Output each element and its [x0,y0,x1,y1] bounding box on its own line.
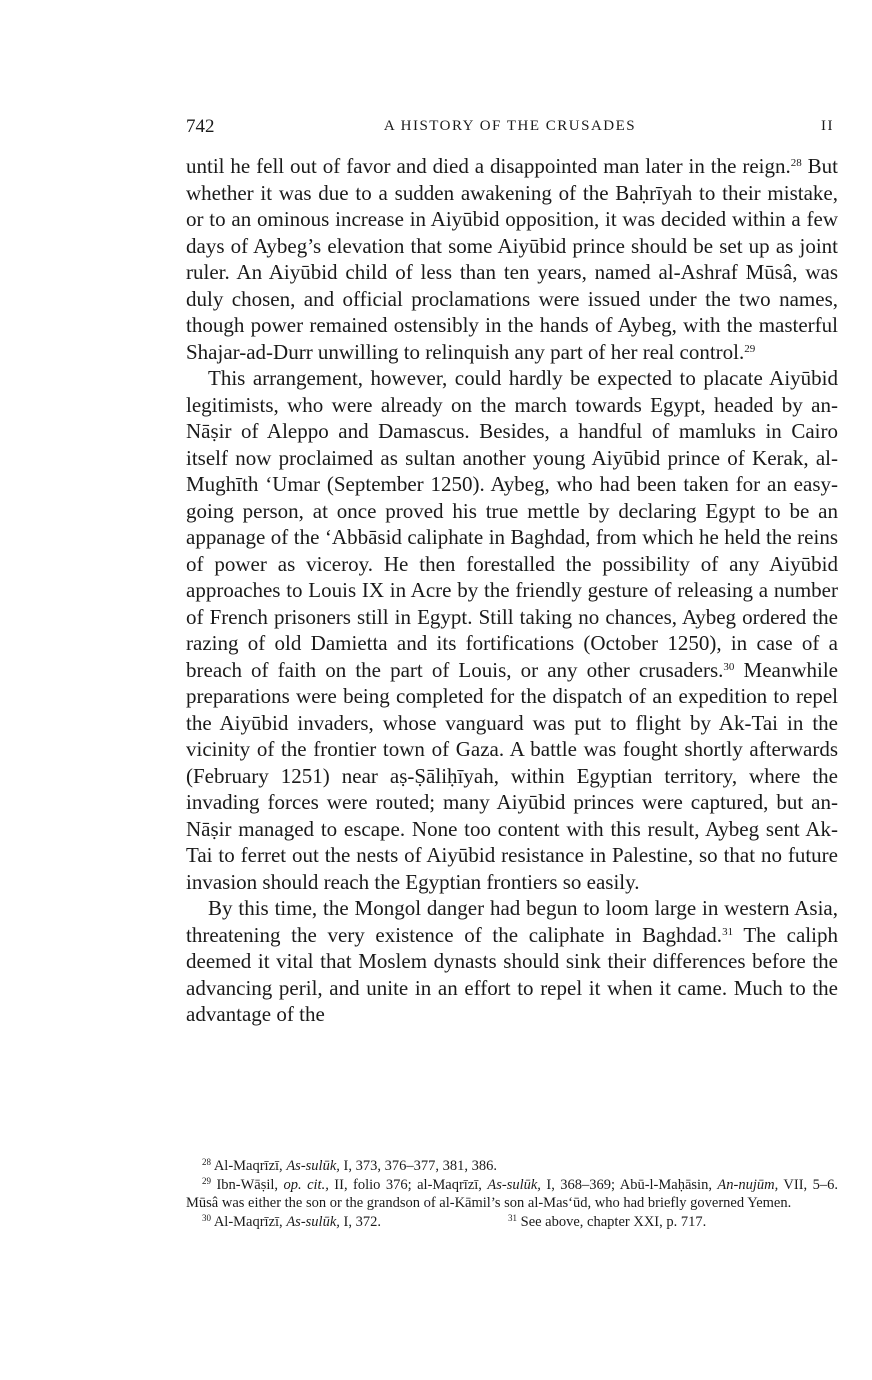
footnote-ref-29: 29 [744,342,756,355]
footnote-number: 30 [202,1212,211,1223]
paragraph-text: The caliph deemed it vital that Moslem dynasts should sink their differences before the advancing peril, and unite in an effort to repel it when it came. Much to the advantage of the [186,922,838,1026]
paragraph-text: But whether it was due to a sudden awakening of the Baḥrīyah to their mistake, or to an ominous increase in Aiyūbid opposition, it was decided within a few days of Aybeg’s elevation that some Aiyūbid prince should be set up as joint ruler. An Aiyūbid child of less than ten years, named al-Ashraf Mūsâ, was duly chosen, and official proclamations were issued under the two names, though power remained ostensibly in the hands of Aybeg, with the masterful Shajar-ad-Durr unwilling to relinquish any part of her real control. [186,154,839,364]
paragraph-text: By this time, the Mongol danger had begun to loom large in western Asia, threatening the very existence of the caliphate in Baghdad. [186,896,838,947]
footnote-text: Al-Maqrīzī, [211,1213,287,1230]
footnote-31 [492,1213,706,1232]
footnote-text: VII, 5–6. Mūsâ was either the son or the grandson of al-Kāmil’s son al-Mas‘ūd, who had briefly governed Yemen. [186,1176,838,1211]
footnote-title: op. cit., [283,1176,329,1193]
footnote-28 [186,1157,838,1176]
footnote-text: II, folio 376; al-Maqrīzī, [328,1176,488,1193]
footnotes [186,1157,838,1231]
running-header [186,116,834,136]
paragraph-1 [186,153,838,365]
footnote-title: As-sulūk, [286,1158,340,1174]
footnote-text: See above, chapter XXI, p. 717. [517,1213,707,1230]
footnote-number: 29 [202,1175,211,1186]
footnote-number: 31 [508,1212,517,1223]
footnote-30 [186,1213,492,1232]
footnote-ref-31: 31 [722,925,734,938]
footnote-ref-28: 28 [790,157,802,169]
footnote-text: I, 368–369; Abū-l-Maḥāsin, [540,1176,718,1193]
page-number: 742 [186,116,215,137]
footnote-title: As-sulūk, [487,1176,541,1193]
main-text [186,153,838,1028]
running-title: A HISTORY OF THE CRUSADES [383,118,637,134]
volume-number: II [821,118,834,134]
footnote-number: 28 [202,1157,211,1167]
footnote-29 [186,1176,838,1213]
footnote-text: Al-Maqrīzī, [211,1158,287,1174]
footnote-ref-30: 30 [723,660,735,673]
paragraph-text: until he fell out of favor and died a disappointed man later in the reign. [186,154,791,178]
paragraph-text: Meanwhile preparations were being completed for the dispatch of an expedition to repel the Aiyūbid invaders, whose vanguard was put to flight by Ak-Tai in the vicinity of the frontier town of Gaza. A battle was fought shortly afterwards (February 1251) near aṣ-Ṣāliḥīyah, within Egyptian territory, where the invading forces were routed; many Aiyūbid princes were captured, but an-Nāṣir managed to escape. None too content with this result, Aybeg sent Ak-Tai to ferret out the nests of Aiyūbid resistance in Palestine, so that no future invasion should reach the Egyptian frontiers so easily. [186,657,838,894]
footnote-row [186,1213,838,1232]
paragraph-text: This arrangement, however, could hardly be expected to placate Aiyūbid legitimists, who were already on the march towards Egypt, headed by an-Nāṣir of Aleppo and Damascus. Besides, a handful of mamluks in Cairo itself now proclaimed as sultan another young Aiyūbid prince of Kerak, al-Mughīth ‘Umar (September 1250). Aybeg, who had been taken for an easy-going person, at once proved his true mettle by declaring Egypt to be an appanage of the ‘Abbāsid caliphate in Baghdad, from which he held the reins of power as viceroy. He then forestalled the possibility of any Aiyūbid approaches to Louis IX in Acre by the friendly gesture of releasing a number of French prisoners still in Egypt. Still taking no chances, Aybeg ordered the razing of old Damietta and its fortifications (October 1250), in case of a breach of faith on the part of Louis, or any other crusaders. [186,366,838,682]
footnote-title: An-nujūm, [717,1176,779,1193]
paragraph-2 [186,365,838,895]
footnote-title: As-sulūk, [286,1213,340,1230]
footnote-text: I, 372. [339,1213,381,1230]
footnote-text: I, 373, 376–377, 381, 386. [339,1158,497,1174]
footnote-text: Ibn-Wāṣil, [211,1176,284,1193]
paragraph-3 [186,895,838,1028]
